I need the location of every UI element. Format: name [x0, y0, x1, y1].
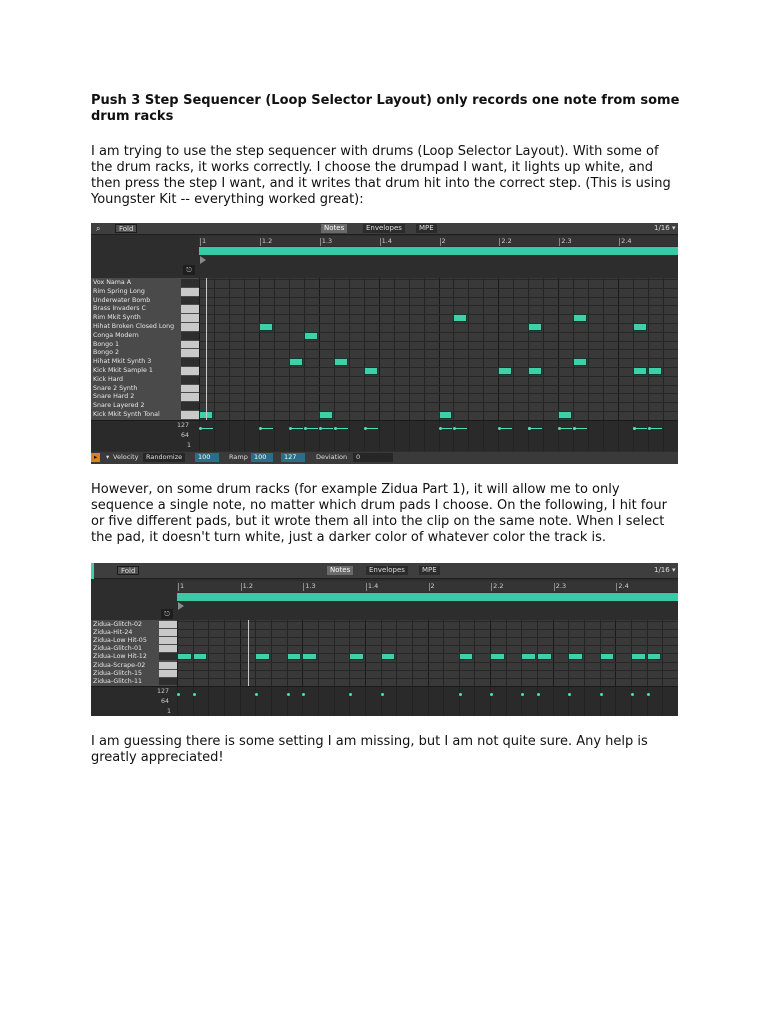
ruler-label: 2.3 — [555, 582, 567, 590]
note-block[interactable] — [568, 653, 583, 660]
grid-line — [428, 687, 429, 716]
ruler-label: 1.2 — [242, 582, 253, 590]
ruler-tick — [366, 583, 367, 591]
drum-pad-key[interactable] — [159, 621, 177, 628]
note-block[interactable] — [573, 358, 587, 366]
deviation-value[interactable]: 0 — [353, 453, 393, 462]
note-grid[interactable] — [177, 620, 678, 686]
grid-line — [662, 687, 663, 716]
chevron-down-icon[interactable]: ▾ — [672, 566, 676, 574]
grid-line — [633, 421, 634, 451]
chevron-down-icon[interactable]: ▾ — [106, 453, 110, 461]
grid-line — [287, 687, 288, 716]
drum-pad-key[interactable] — [159, 637, 177, 644]
velocity-point[interactable] — [600, 693, 603, 696]
velocity-point[interactable] — [631, 693, 634, 696]
grid-line — [244, 421, 245, 451]
velocity-line — [441, 428, 453, 429]
velocity-scale-label: 64 — [161, 698, 170, 705]
note-block[interactable] — [381, 653, 396, 660]
drum-pad-label: Conga Modern — [93, 331, 139, 339]
grid-line — [558, 421, 559, 451]
grid-line — [647, 687, 648, 716]
paragraph-1: I am trying to use the step sequencer with drums (Loop Selector Layout). With some of the drum racks, it works correctly. I choose the drumpad I want, it lights up white, and then press the step I want, and it writes that drum hit into the correct step. (This is using Youngster Kit -- everything worked great): — [91, 144, 671, 207]
velocity-scale-label: 64 — [181, 432, 190, 439]
row-line — [177, 629, 678, 630]
note-block[interactable] — [193, 653, 208, 660]
drum-pad-label: Zidua-Low Hit-05 — [93, 637, 147, 645]
ruler-label: 2.4 — [618, 582, 629, 590]
velocity-line — [336, 428, 348, 429]
velocity-point[interactable] — [568, 693, 571, 696]
note-block[interactable] — [177, 653, 192, 660]
grid-line — [224, 687, 225, 716]
velocity-point[interactable] — [193, 693, 196, 696]
row-line — [177, 662, 678, 663]
timeline-ruler[interactable] — [199, 236, 678, 246]
ruler-tick — [429, 583, 430, 591]
grid-line — [474, 687, 475, 716]
ruler-label: 2.2 — [493, 582, 504, 590]
grid-line — [255, 687, 256, 716]
drum-pad-label: Underwater Bomb — [93, 296, 151, 304]
grid-line — [334, 421, 335, 451]
drum-pad-key[interactable] — [181, 349, 199, 357]
drum-pad-key[interactable] — [159, 645, 177, 652]
velocity-point[interactable] — [537, 693, 540, 696]
drum-pad-label: Hihat Broken Closed Long — [93, 323, 175, 330]
note-block[interactable] — [439, 411, 453, 419]
drum-pad-label: Zidua-Glitch-01 — [93, 645, 142, 653]
drum-pad-label: Zidua-Glitch-15 — [93, 669, 142, 677]
grid-line — [588, 421, 589, 451]
grid-line — [521, 687, 522, 716]
velocity-line — [366, 428, 378, 429]
play-marker-icon — [178, 602, 184, 610]
ruler-label: 1.3 — [321, 237, 333, 245]
grid-line — [553, 687, 554, 716]
search-icon[interactable]: ⌕ — [96, 224, 101, 233]
grid-line — [468, 421, 469, 451]
drum-pad-key[interactable] — [181, 341, 199, 349]
velocity-scale-label: 1 — [167, 708, 172, 715]
velocity-line — [635, 428, 647, 429]
tab-notes[interactable]: Notes — [321, 224, 347, 233]
drum-pad-label: Kick Mkit Sample 1 — [93, 367, 153, 374]
ruler-tick — [178, 583, 179, 591]
drum-pad-key[interactable] — [181, 314, 199, 322]
drum-pad-key[interactable] — [181, 305, 199, 313]
drum-pad-key[interactable] — [159, 678, 177, 685]
note-block[interactable] — [498, 367, 512, 375]
row-line — [199, 288, 678, 289]
ruler-tick — [499, 238, 500, 246]
velocity-line — [306, 428, 318, 429]
ruler-tick — [440, 238, 441, 246]
note-block[interactable] — [528, 367, 542, 375]
velocity-scale-label: 127 — [157, 688, 170, 695]
tab-envelopes[interactable]: Envelopes — [366, 566, 408, 575]
ruler-tick — [303, 583, 304, 591]
grid-line — [199, 421, 200, 451]
drum-pad-key[interactable] — [181, 279, 199, 287]
grid-line — [349, 421, 350, 451]
note-block[interactable] — [600, 653, 615, 660]
note-block[interactable] — [648, 367, 662, 375]
grid-line — [289, 421, 290, 451]
ruler-label: 2 — [430, 582, 435, 590]
ruler-tick — [619, 238, 620, 246]
randomize-button[interactable]: Randomize — [143, 453, 185, 462]
grid-resolution[interactable]: 1/16 — [654, 224, 670, 232]
grid-line — [318, 687, 319, 716]
ruler-label: 1.3 — [305, 582, 316, 590]
drum-pad-label: Hihat Mkit Synth 3 — [93, 358, 152, 366]
velocity-line — [575, 428, 587, 429]
paragraph-3: I am guessing there is some setting I am missing, but I am not quite sure. Any help is greatly appreciated! — [91, 734, 648, 765]
velocity-point[interactable] — [521, 693, 524, 696]
drum-pad-label: Snare Layered 2 — [93, 402, 145, 410]
grid-line — [229, 421, 230, 451]
grid-line — [483, 421, 484, 451]
grid-line — [334, 687, 335, 716]
drum-pad-key[interactable] — [181, 367, 199, 375]
playhead-line — [206, 278, 207, 420]
drum-pad-label: Rim Spring Long — [93, 287, 145, 295]
drum-pad-label: Vox Nama A — [93, 279, 132, 286]
row-line — [199, 279, 678, 280]
ramp-from-value[interactable]: 100 — [251, 453, 273, 462]
velocity-value[interactable]: 100 — [195, 453, 219, 462]
drum-pad-label: Brass Invaders C — [93, 305, 146, 313]
drum-pad-key[interactable] — [159, 653, 177, 660]
ruler-tick — [491, 583, 492, 591]
velocity-point[interactable] — [459, 693, 462, 696]
note-block[interactable] — [647, 653, 662, 660]
track-color-strip — [91, 563, 94, 579]
grid-line — [568, 687, 569, 716]
ruler-label: 1.4 — [381, 237, 392, 245]
note-block[interactable] — [319, 411, 333, 419]
grid-line — [573, 421, 574, 451]
row-line — [199, 402, 678, 403]
velocity-line — [261, 428, 273, 429]
grid-line — [394, 421, 395, 451]
grid-line — [528, 421, 529, 451]
row-line — [199, 305, 678, 306]
drum-pad-key[interactable] — [181, 376, 199, 384]
ruler-tick — [559, 238, 560, 246]
drum-pad-label: Kick Hard — [93, 375, 124, 383]
grid-line — [302, 687, 303, 716]
grid-line — [304, 421, 305, 451]
grid-line — [381, 687, 382, 716]
note-block[interactable] — [459, 653, 474, 660]
grid-line — [600, 687, 601, 716]
tab-mpe[interactable]: MPE — [416, 224, 437, 233]
ruler-label: 1 — [202, 237, 207, 245]
velocity-toggle-icon[interactable]: ▸ — [91, 453, 100, 462]
note-block[interactable] — [255, 653, 270, 660]
drum-pad-label: Bongo 1 — [93, 340, 120, 348]
velocity-scale-label: 127 — [177, 422, 190, 429]
grid-line — [240, 687, 241, 716]
fold-button[interactable]: Fold — [117, 566, 139, 575]
tab-envelopes[interactable]: Envelopes — [363, 224, 405, 233]
grid-line — [584, 687, 585, 716]
drum-pad-key[interactable] — [181, 411, 199, 419]
ruler-tick — [260, 238, 261, 246]
post-title: Push 3 Step Sequencer (Loop Selector Layout) only records one note from some drum racks — [91, 93, 680, 124]
grid-line — [271, 687, 272, 716]
grid-line — [193, 687, 194, 716]
fold-icon[interactable]: ⎋ — [161, 609, 173, 619]
velocity-point[interactable] — [490, 693, 493, 696]
grid-line — [498, 421, 499, 451]
ruler-label: 1.4 — [367, 582, 379, 590]
grid-line — [663, 421, 664, 451]
grid-line — [453, 421, 454, 451]
note-block[interactable] — [558, 411, 572, 419]
row-line — [177, 645, 678, 646]
grid-resolution[interactable]: 1/16 — [654, 566, 670, 574]
drum-pad-label: Zidua-Hit-24 — [93, 629, 133, 637]
grid-line — [537, 687, 538, 716]
grid-line — [364, 421, 365, 451]
ruler-label: 2.3 — [561, 237, 572, 245]
drum-pad-key[interactable] — [181, 297, 199, 305]
ruler-tick — [241, 583, 242, 591]
grid-line — [615, 687, 616, 716]
grid-line — [409, 421, 410, 451]
grid-line — [274, 421, 275, 451]
ruler-label: 1 — [180, 582, 185, 590]
note-block[interactable] — [302, 653, 317, 660]
note-block[interactable] — [259, 323, 273, 331]
velocity-point[interactable] — [647, 693, 650, 696]
row-line — [199, 332, 678, 333]
grid-line — [349, 687, 350, 716]
note-block[interactable] — [334, 358, 348, 366]
drum-pad-label: Snare Hard 2 — [93, 393, 135, 401]
velocity-line — [500, 428, 512, 429]
grid-line — [396, 687, 397, 716]
grid-line — [319, 421, 320, 451]
drum-pad-key[interactable] — [159, 629, 177, 636]
drum-pad-key[interactable] — [181, 385, 199, 393]
row-line — [199, 341, 678, 342]
ramp-to-value[interactable]: 127 — [281, 453, 305, 462]
grid-line — [603, 421, 604, 451]
grid-line — [631, 687, 632, 716]
note-block[interactable] — [631, 653, 646, 660]
note-grid[interactable] — [199, 278, 678, 420]
tab-mpe[interactable]: MPE — [419, 566, 440, 575]
grid-line — [506, 687, 507, 716]
grid-line — [439, 421, 440, 451]
grid-line — [618, 421, 619, 451]
velocity-line — [291, 428, 303, 429]
fold-icon[interactable]: ⎋ — [183, 265, 195, 275]
ruler-label: 2.2 — [501, 237, 512, 245]
ramp-label: Ramp — [229, 453, 248, 461]
drum-pad-label: Snare 2 Synth — [93, 384, 138, 392]
velocity-line — [455, 428, 467, 429]
grid-line — [648, 421, 649, 451]
drum-pad-label: Kick Mkit Synth Tonal — [93, 411, 160, 418]
grid-line — [543, 421, 544, 451]
drum-pad-label: Bongo 2 — [93, 349, 120, 357]
drum-pad-label: Zidua-Glitch-11 — [93, 677, 142, 685]
velocity-line — [321, 428, 333, 429]
velocity-scale-label: 1 — [187, 442, 192, 449]
note-block[interactable] — [573, 314, 587, 322]
note-block[interactable] — [521, 653, 536, 660]
row-line — [199, 367, 678, 368]
grid-line — [365, 687, 366, 716]
ruler-tick — [380, 238, 381, 246]
velocity-line — [650, 428, 662, 429]
note-block[interactable] — [528, 323, 542, 331]
row-line — [199, 314, 678, 315]
drum-pad-key[interactable] — [181, 358, 199, 366]
paragraph-2: However, on some drum racks (for example Zidua Part 1), it will allow me to only sequence a single note, no matter which drum pads I choose. On the following, I hit four or five different pads, but it wrote them all into the clip on the same note. When I select the pad, it doesn't turn white, just a darker color of whatever color the track is. — [91, 482, 667, 545]
drum-pad-key[interactable] — [181, 402, 199, 410]
velocity-line — [201, 428, 213, 429]
sequencer-screenshot-zidua — [91, 563, 678, 716]
drum-pad-key[interactable] — [159, 670, 177, 677]
note-block[interactable] — [304, 332, 318, 340]
chevron-down-icon[interactable]: ▾ — [672, 224, 676, 232]
grid-line — [424, 421, 425, 451]
row-line — [177, 670, 678, 671]
grid-line — [443, 687, 444, 716]
ruler-tick — [320, 238, 321, 246]
velocity-point[interactable] — [287, 693, 290, 696]
grid-line — [177, 687, 178, 716]
timeline-ruler[interactable] — [177, 581, 678, 592]
fold-button[interactable]: Fold — [115, 224, 137, 233]
drum-pad-label: Rim Mkit Synth — [93, 314, 141, 322]
grid-line — [459, 687, 460, 716]
grid-line — [214, 421, 215, 451]
clip-toolbar — [91, 563, 678, 579]
note-block[interactable] — [364, 367, 378, 375]
drum-pad-label: Zidua-Glitch-02 — [93, 621, 142, 628]
velocity-point[interactable] — [177, 693, 180, 696]
grid-line — [379, 421, 380, 451]
row-line — [177, 637, 678, 638]
grid-line — [490, 687, 491, 716]
drum-pad-key[interactable] — [181, 332, 199, 340]
row-line — [199, 358, 678, 359]
ruler-tick — [554, 583, 555, 591]
ruler-label: 2 — [441, 237, 446, 245]
ruler-label: 1.2 — [261, 237, 273, 245]
row-line — [199, 297, 678, 298]
velocity-point[interactable] — [255, 693, 258, 696]
grid-line — [208, 687, 209, 716]
note-block[interactable] — [453, 314, 467, 322]
note-block[interactable] — [289, 358, 303, 366]
ruler-label: 2.4 — [621, 237, 632, 245]
velocity-point[interactable] — [381, 693, 384, 696]
velocity-point[interactable] — [302, 693, 305, 696]
grid-line — [412, 687, 413, 716]
velocity-bar — [91, 452, 678, 464]
velocity-point[interactable] — [349, 693, 352, 696]
tab-notes[interactable]: Notes — [327, 566, 353, 575]
clip-toolbar — [91, 223, 678, 235]
grid-line — [259, 421, 260, 451]
row-line — [177, 621, 678, 622]
drum-pad-key[interactable] — [159, 662, 177, 669]
drum-pad-key[interactable] — [181, 288, 199, 296]
note-block[interactable] — [287, 653, 302, 660]
loop-brace[interactable] — [199, 247, 678, 255]
note-block[interactable] — [490, 653, 505, 660]
loop-brace[interactable] — [177, 593, 678, 601]
velocity-line — [530, 428, 542, 429]
note-block[interactable] — [633, 323, 647, 331]
ruler-tick — [616, 583, 617, 591]
grid-line — [513, 421, 514, 451]
row-line — [177, 678, 678, 679]
drum-pad-key[interactable] — [181, 393, 199, 401]
ruler-tick — [200, 238, 201, 246]
row-line — [199, 385, 678, 386]
drum-pad-label: Zidua-Scrape-02 — [93, 661, 146, 669]
drum-pad-key[interactable] — [181, 323, 199, 331]
note-block[interactable] — [537, 653, 552, 660]
sequencer-screenshot-youngster-kit — [91, 223, 678, 464]
note-block[interactable] — [349, 653, 364, 660]
note-block[interactable] — [633, 367, 647, 375]
velocity-label: Velocity — [113, 453, 139, 461]
row-line — [199, 349, 678, 350]
velocity-lane[interactable] — [91, 420, 678, 451]
drum-pad-label: Zidua-Low Hit-12 — [93, 653, 147, 661]
velocity-line — [560, 428, 572, 429]
drum-key-list — [91, 620, 177, 686]
row-line — [199, 376, 678, 377]
play-marker-icon — [200, 256, 206, 264]
deviation-label: Deviation — [316, 453, 348, 461]
row-line — [199, 393, 678, 394]
velocity-lane[interactable] — [91, 686, 678, 716]
drum-key-list — [91, 278, 199, 420]
